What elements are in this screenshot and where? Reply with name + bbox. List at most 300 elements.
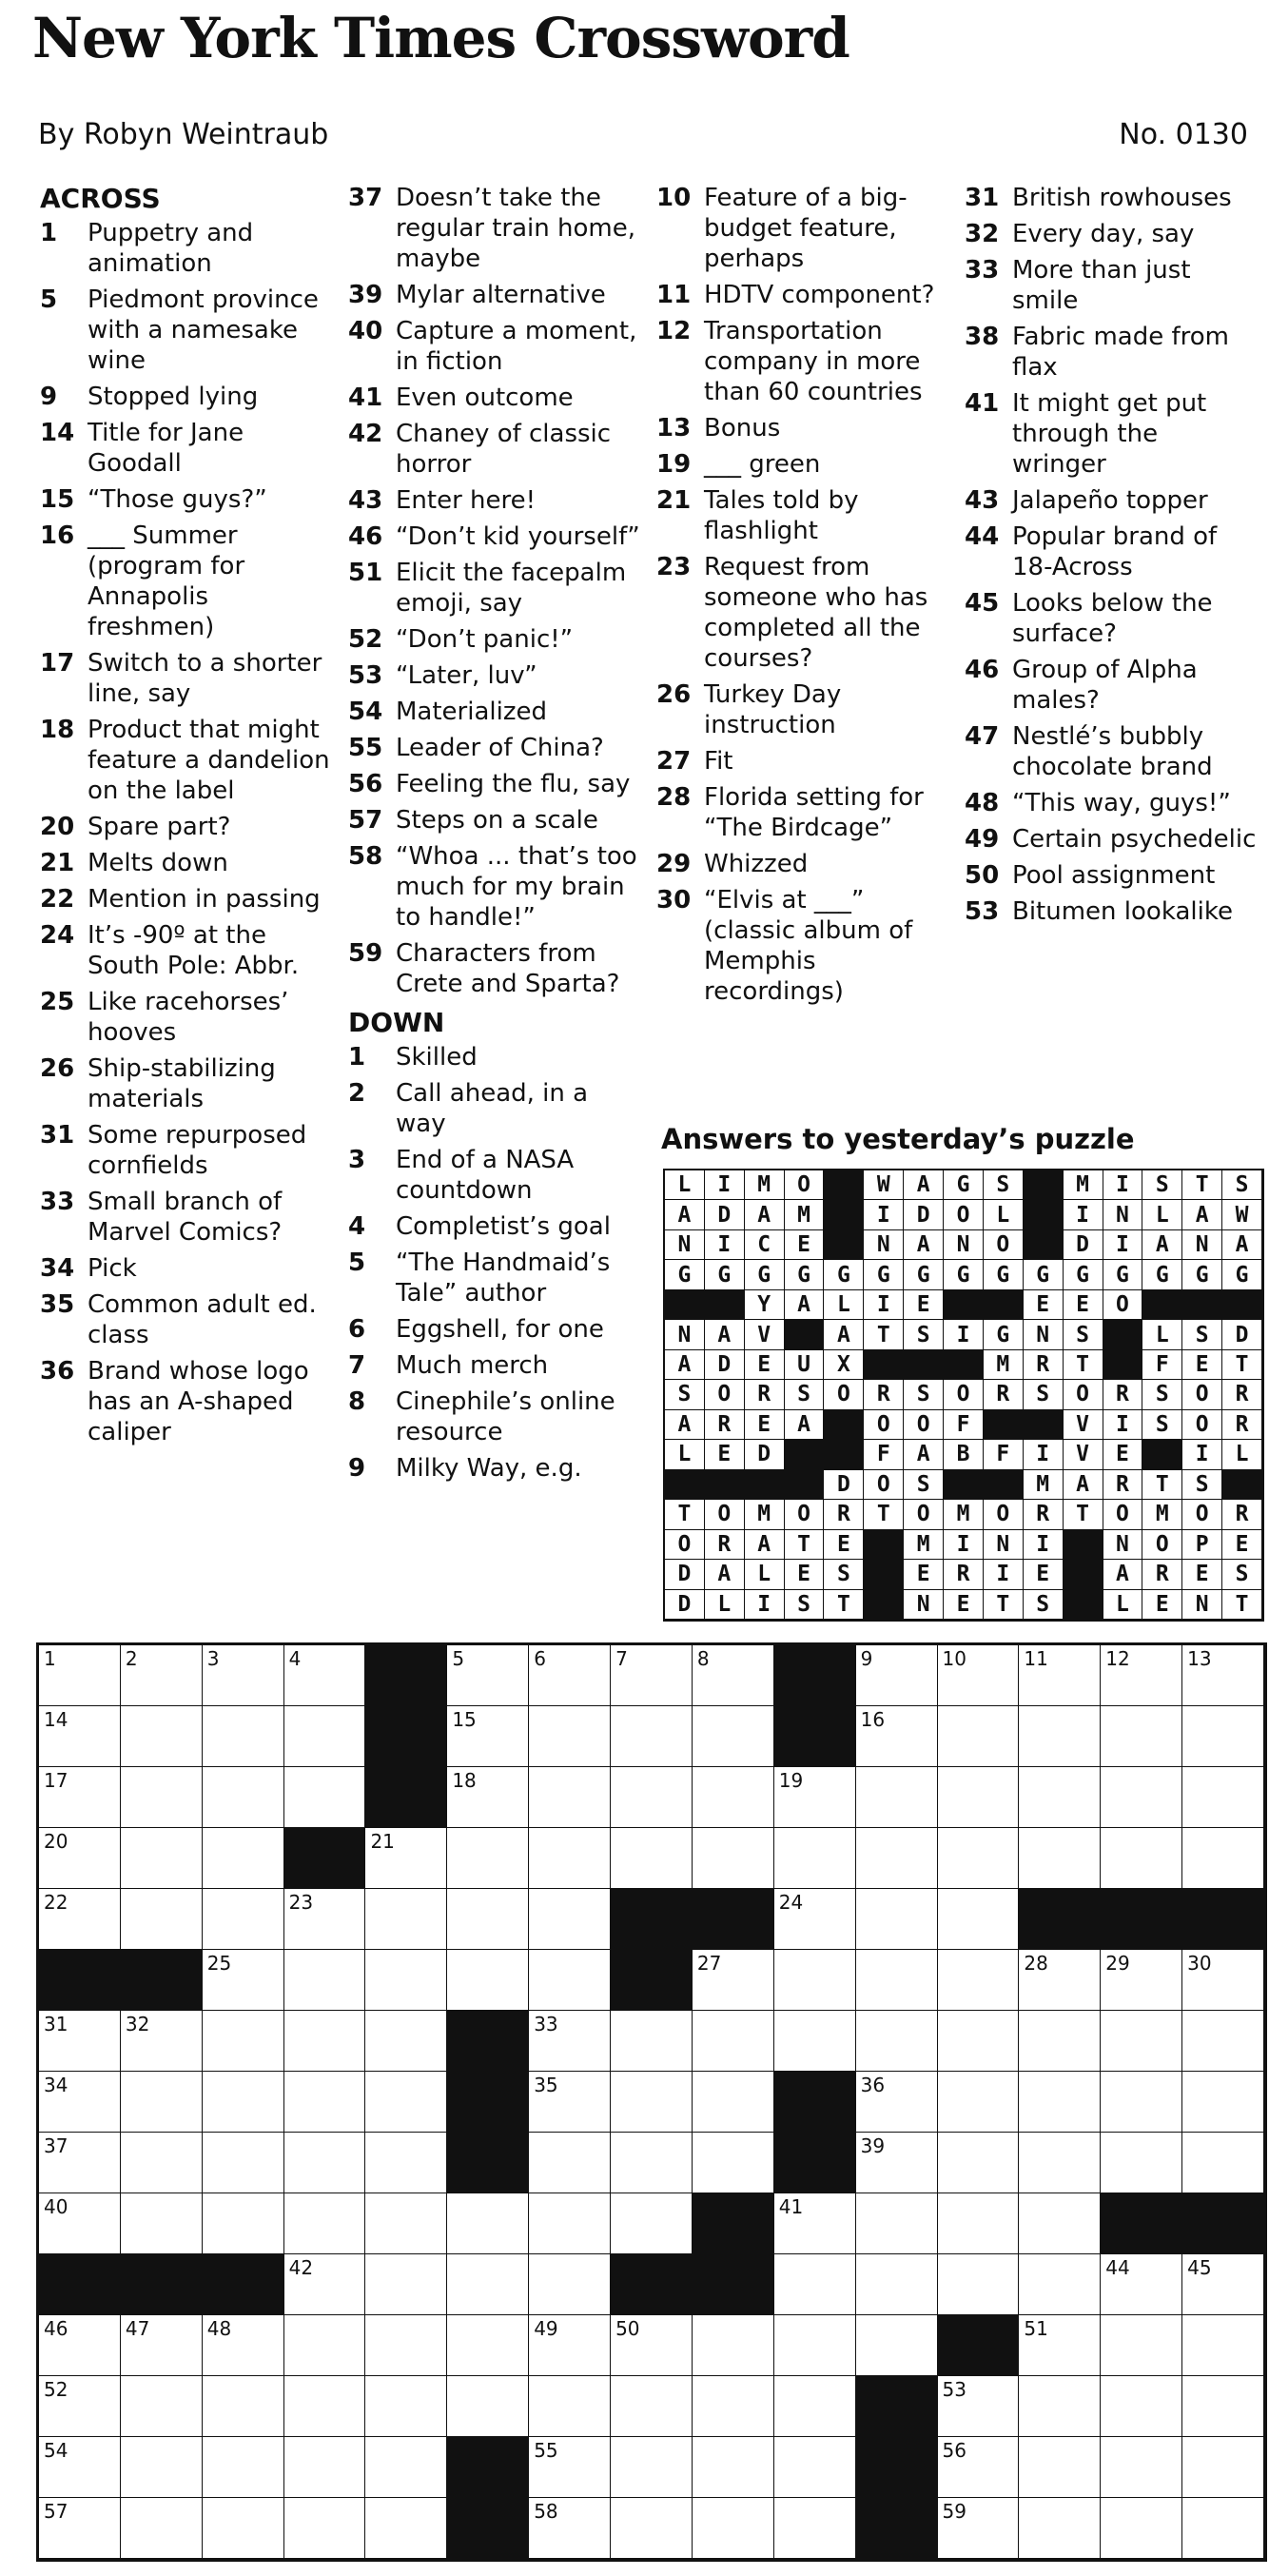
clue-down-29[interactable] [656,849,951,879]
grid-cell[interactable] [529,2315,611,2376]
grid-cell[interactable] [365,1889,447,1950]
grid-cell[interactable] [1101,1828,1182,1889]
clue-number: 10 [656,184,692,212]
grid-cell[interactable] [284,2498,366,2559]
grid-cell[interactable] [39,2437,121,2498]
grid-cell[interactable] [365,2133,447,2193]
yesterday-answer-cell: N [984,1530,1024,1560]
grid-cell[interactable] [529,2193,611,2254]
clue-across-43[interactable] [348,485,643,516]
grid-cell[interactable] [365,2498,447,2559]
grid-cell[interactable] [1182,2133,1264,2193]
grid-cell[interactable] [447,1645,529,1706]
grid-cell[interactable] [284,2193,366,2254]
grid-cell[interactable] [1182,1950,1264,2011]
grid-cell[interactable] [203,1706,284,1767]
clue-across-1[interactable] [40,218,335,279]
grid-cell[interactable] [1019,2315,1101,2376]
grid-cell[interactable] [856,1706,938,1767]
grid-cell[interactable] [693,2133,774,2193]
grid-cell[interactable] [693,2498,774,2559]
clue-number: 48 [965,789,1000,817]
cell-number: 42 [288,2256,314,2279]
grid-cell[interactable] [938,1706,1020,1767]
grid-cell[interactable] [365,2376,447,2437]
grid-cell[interactable] [693,1950,774,2011]
grid-cell[interactable] [39,1889,121,1950]
clue-text: ___ green [704,450,821,479]
yesterday-answer-cell: O [1182,1410,1222,1440]
clue-down-19[interactable] [656,449,951,480]
grid-cell[interactable] [1182,2498,1264,2559]
clue-down-46[interactable] [965,655,1259,716]
clue-across-56[interactable] [348,769,643,799]
cell-number: 7 [615,1647,628,1670]
clue-across-31[interactable] [40,1120,335,1181]
clue-down-27[interactable] [656,746,951,777]
grid-cell[interactable] [774,1767,856,1828]
grid-cell[interactable] [774,2254,856,2315]
grid-cell[interactable] [856,1889,938,1950]
grid-cell[interactable] [693,2376,774,2437]
grid-cell[interactable] [365,1828,447,1889]
grid-cell[interactable] [365,2011,447,2072]
clue-across-39[interactable] [348,280,643,310]
clue-across-20[interactable] [40,812,335,842]
black-square [1101,2193,1182,2254]
grid-cell[interactable] [693,1828,774,1889]
grid-cell[interactable] [121,1645,203,1706]
grid-cell[interactable] [529,1828,611,1889]
grid-cell[interactable] [938,1645,1020,1706]
clue-down-45[interactable] [965,588,1259,649]
clue-down-30[interactable] [656,885,951,1007]
clue-down-6[interactable] [348,1314,643,1345]
grid-cell[interactable] [365,2193,447,2254]
grid-cell[interactable] [365,2254,447,2315]
clue-down-44[interactable] [965,521,1259,582]
grid-cell[interactable] [203,1767,284,1828]
clue-number: 46 [965,656,1000,684]
grid-cell[interactable] [856,2193,938,2254]
cell-number: 11 [1024,1647,1048,1670]
clue-across-59[interactable] [348,938,643,999]
clue-down-23[interactable] [656,552,951,674]
grid-cell[interactable] [529,2376,611,2437]
grid-cell[interactable] [121,1706,203,1767]
clue-text: Call ahead, in a way [396,1079,589,1138]
grid-cell[interactable] [856,2315,938,2376]
clue-down-11[interactable] [656,280,951,310]
grid-cell[interactable] [1182,2315,1264,2376]
clue-across-21[interactable] [40,848,335,878]
grid-cell[interactable] [774,2376,856,2437]
grid-cell[interactable] [39,2133,121,2193]
grid-cell[interactable] [938,1767,1020,1828]
clue-down-10[interactable] [656,183,951,274]
clue-text: Whizzed [704,850,809,878]
grid-cell[interactable] [1101,2011,1182,2072]
grid-cell[interactable] [447,2315,529,2376]
grid-cell[interactable] [121,2437,203,2498]
grid-cell[interactable] [938,2254,1020,2315]
clue-across-26[interactable] [40,1053,335,1114]
grid-cell[interactable] [447,1828,529,1889]
grid-cell[interactable] [203,1645,284,1706]
grid-cell[interactable] [1019,2193,1101,2254]
yesterday-answer-cell: O [944,1380,984,1409]
grid-cell[interactable] [938,1889,1020,1950]
grid-cell[interactable] [1019,1706,1101,1767]
grid-cell[interactable] [774,2011,856,2072]
clue-across-57[interactable] [348,805,643,836]
grid-cell[interactable] [203,2072,284,2133]
grid-cell[interactable] [693,1706,774,1767]
grid-cell[interactable] [774,2315,856,2376]
grid-cell[interactable] [365,2437,447,2498]
grid-cell[interactable] [1019,1950,1101,2011]
clue-across-24[interactable] [40,920,335,981]
clue-across-54[interactable] [348,697,643,727]
grid-cell[interactable] [284,2254,366,2315]
clue-down-41[interactable] [965,388,1259,480]
grid-cell[interactable] [611,2315,693,2376]
yesterday-answer-cell: N [1103,1200,1143,1229]
grid-cell[interactable] [529,2498,611,2559]
grid-cell[interactable] [611,2133,693,2193]
grid-cell[interactable] [938,1828,1020,1889]
grid-cell[interactable] [447,2376,529,2437]
clue-across-41[interactable] [348,383,643,413]
clue-down-50[interactable] [965,860,1259,891]
clue-down-31[interactable] [965,183,1259,213]
grid-cell[interactable] [529,1706,611,1767]
grid-cell[interactable] [39,2193,121,2254]
clue-down-38[interactable] [965,322,1259,383]
clue-text: It might get put through the wringer [1012,389,1207,479]
grid-cell[interactable] [1101,2254,1182,2315]
yesterday-answer-cell: O [904,1500,944,1529]
grid-cell[interactable] [447,1889,529,1950]
grid-cell[interactable] [447,1767,529,1828]
grid-cell[interactable] [611,1645,693,1706]
clue-across-34[interactable] [40,1253,335,1284]
clue-across-35[interactable] [40,1289,335,1350]
clue-across-33[interactable] [40,1187,335,1248]
grid-cell[interactable] [529,1645,611,1706]
grid-cell[interactable] [856,1828,938,1889]
grid-cell[interactable] [284,1645,366,1706]
yesterday-answer-cell: T [864,1320,904,1349]
clue-text: “This way, guys!” [1012,789,1231,817]
grid-cell[interactable] [1019,1645,1101,1706]
grid-cell[interactable] [447,1706,529,1767]
grid-cell[interactable] [121,2376,203,2437]
clue-across-15[interactable] [40,484,335,515]
grid-cell[interactable] [1182,1706,1264,1767]
grid-cell[interactable] [203,2315,284,2376]
grid-cell[interactable] [611,1828,693,1889]
grid-cell[interactable] [856,1645,938,1706]
grid-cell[interactable] [856,2133,938,2193]
grid-cell[interactable] [774,1950,856,2011]
yesterday-answer-cell: G [1142,1260,1182,1289]
yesterday-answer-cell: R [1142,1560,1182,1589]
clue-down-26[interactable] [656,679,951,740]
grid-cell[interactable] [693,2011,774,2072]
grid-cell[interactable] [203,1889,284,1950]
grid-cell[interactable] [1182,2254,1264,2315]
clue-across-51[interactable] [348,558,643,619]
yesterday-answer-cell: T [1064,1500,1103,1529]
grid-cell[interactable] [284,2315,366,2376]
grid-cell[interactable] [774,2193,856,2254]
clue-down-13[interactable] [656,413,951,443]
clue-text: “Elvis at ___” (classic album of Memphis recordings) [704,886,913,1006]
clue-across-14[interactable] [40,418,335,479]
grid-cell[interactable] [611,1767,693,1828]
grid-cell[interactable] [365,2315,447,2376]
clue-down-5[interactable] [348,1248,643,1308]
grid-cell[interactable] [856,1767,938,1828]
grid-cell[interactable] [203,2133,284,2193]
grid-cell[interactable] [938,1950,1020,2011]
grid-cell[interactable] [203,1950,284,2011]
grid-cell[interactable] [1182,1767,1264,1828]
grid-cell[interactable] [774,2498,856,2559]
yesterday-black-square [1103,1350,1143,1380]
clue-across-46[interactable] [348,521,643,552]
grid-cell[interactable] [1182,2376,1264,2437]
grid-cell[interactable] [856,1950,938,2011]
grid-cell[interactable] [529,2437,611,2498]
grid-cell[interactable] [284,2437,366,2498]
grid-cell[interactable] [1019,2011,1101,2072]
grid-cell[interactable] [121,1828,203,1889]
yesterday-answer-cell: G [785,1260,825,1289]
grid-cell[interactable] [121,1889,203,1950]
clue-number: 20 [40,813,75,841]
grid-cell[interactable] [611,1706,693,1767]
grid-cell[interactable] [856,2254,938,2315]
grid-cell[interactable] [1182,2437,1264,2498]
clue-down-32[interactable] [965,219,1259,249]
grid-cell[interactable] [529,2254,611,2315]
grid-cell[interactable] [39,1767,121,1828]
clue-down-47[interactable] [965,721,1259,782]
grid-cell[interactable] [121,2133,203,2193]
grid-cell[interactable] [1019,2133,1101,2193]
grid-cell[interactable] [203,2193,284,2254]
grid-cell[interactable] [693,2072,774,2133]
grid-cell[interactable] [284,1706,366,1767]
grid-cell[interactable] [203,1828,284,1889]
clue-down-53[interactable] [965,896,1259,927]
yesterday-answer-cell: G [1064,1260,1103,1289]
clue-text: Steps on a scale [396,806,598,835]
clue-across-25[interactable] [40,987,335,1048]
grid-cell[interactable] [1019,2254,1101,2315]
grid-cell[interactable] [1101,2376,1182,2437]
grid-cell[interactable] [284,1889,366,1950]
grid-cell[interactable] [1101,1706,1182,1767]
clue-text: Completist’s goal [396,1212,611,1241]
grid-cell[interactable] [121,2193,203,2254]
grid-cell[interactable] [529,2133,611,2193]
clue-across-58[interactable] [348,841,643,933]
grid-cell[interactable] [774,1828,856,1889]
grid-cell[interactable] [938,2193,1020,2254]
clue-down-2[interactable] [348,1078,643,1139]
clue-down-21[interactable] [656,485,951,546]
clue-down-1[interactable] [348,1042,643,1072]
yesterday-answer-cell: O [1064,1380,1103,1409]
grid-cell[interactable] [39,2498,121,2559]
grid-cell[interactable] [529,2072,611,2133]
clue-across-37[interactable] [348,183,643,274]
grid-cell[interactable] [611,2376,693,2437]
clue-across-17[interactable] [40,648,335,709]
clue-across-36[interactable] [40,1356,335,1447]
clue-across-53[interactable] [348,660,643,691]
clue-number: 26 [40,1054,75,1083]
grid-cell[interactable] [856,2011,938,2072]
grid-cell[interactable] [203,2011,284,2072]
grid-cell[interactable] [611,2011,693,2072]
grid-cell[interactable] [447,2193,529,2254]
grid-cell[interactable] [203,2376,284,2437]
grid-cell[interactable] [938,2072,1020,2133]
clue-down-43[interactable] [965,485,1259,516]
grid-cell[interactable] [529,2011,611,2072]
grid-cell[interactable] [1019,2376,1101,2437]
grid-cell[interactable] [1101,1767,1182,1828]
clue-down-7[interactable] [348,1350,643,1381]
grid-cell[interactable] [1182,1828,1264,1889]
grid-cell[interactable] [529,1767,611,1828]
grid-cell[interactable] [39,2376,121,2437]
clue-down-4[interactable] [348,1211,643,1242]
clue-across-5[interactable] [40,285,335,376]
grid-cell[interactable] [447,2254,529,2315]
grid-cell[interactable] [39,2315,121,2376]
clue-down-3[interactable] [348,1145,643,1206]
yesterday-answer-cell: I [1103,1230,1143,1260]
grid-cell[interactable] [693,1767,774,1828]
grid-cell[interactable] [284,2376,366,2437]
grid-cell[interactable] [611,2437,693,2498]
grid-cell[interactable] [611,2498,693,2559]
grid-cell[interactable] [121,2072,203,2133]
clue-across-16[interactable] [40,521,335,642]
grid-cell[interactable] [39,1706,121,1767]
grid-cell[interactable] [856,2072,938,2133]
grid-cell[interactable] [938,2376,1020,2437]
grid-cell[interactable] [365,2072,447,2133]
grid-cell[interactable] [1019,2072,1101,2133]
grid-cell[interactable] [529,1889,611,1950]
clue-across-55[interactable] [348,733,643,763]
grid-cell[interactable] [1101,1645,1182,1706]
grid-cell[interactable] [693,2437,774,2498]
yesterday-answer-cell: A [745,1530,785,1560]
grid-cell[interactable] [938,2498,1020,2559]
clue-across-22[interactable] [40,884,335,914]
yesterday-black-square [1222,1470,1262,1500]
clue-down-33[interactable] [965,255,1259,316]
grid-cell[interactable] [284,1950,366,2011]
grid-cell[interactable] [774,2437,856,2498]
grid-cell[interactable] [611,2193,693,2254]
grid-cell[interactable] [693,2315,774,2376]
grid-cell[interactable] [1182,2072,1264,2133]
grid-cell[interactable] [284,2011,366,2072]
grid-cell[interactable] [1101,2072,1182,2133]
grid-cell[interactable] [938,2011,1020,2072]
grid-cell[interactable] [1101,2315,1182,2376]
clue-across-52[interactable] [348,624,643,655]
clue-across-18[interactable] [40,715,335,806]
grid-cell[interactable] [1101,1950,1182,2011]
grid-cell[interactable] [774,1889,856,1950]
clue-down-49[interactable] [965,824,1259,855]
grid-cell[interactable] [1101,2437,1182,2498]
grid-cell[interactable] [1182,2011,1264,2072]
grid-cell[interactable] [284,2133,366,2193]
cell-number: 48 [206,2317,232,2340]
grid-cell[interactable] [938,2133,1020,2193]
clue-across-9[interactable] [40,382,335,412]
grid-cell[interactable] [203,2498,284,2559]
clue-down-9[interactable] [348,1453,643,1484]
grid-cell[interactable] [1019,2437,1101,2498]
clue-down-28[interactable] [656,782,951,843]
grid-cell[interactable] [121,2315,203,2376]
grid-cell[interactable] [1019,2498,1101,2559]
grid-cell[interactable] [284,1767,366,1828]
grid-cell[interactable] [1019,1828,1101,1889]
clue-down-48[interactable] [965,788,1259,818]
grid-cell[interactable] [39,2011,121,2072]
grid-cell[interactable] [121,1767,203,1828]
clue-down-8[interactable] [348,1386,643,1447]
grid-cell[interactable] [938,2437,1020,2498]
grid-cell[interactable] [284,2072,366,2133]
yesterday-black-square [1103,1320,1143,1349]
grid-cell[interactable] [1182,1645,1264,1706]
yesterday-black-square [944,1470,984,1500]
grid-cell[interactable] [203,2437,284,2498]
cell-number: 53 [942,2378,966,2401]
grid-cell[interactable] [365,1950,447,2011]
clue-number: 15 [40,485,75,514]
grid-cell[interactable] [529,1950,611,2011]
grid-cell[interactable] [39,2072,121,2133]
grid-cell[interactable] [693,1645,774,1706]
grid-cell[interactable] [1101,2498,1182,2559]
grid-cell[interactable] [121,2011,203,2072]
grid-cell[interactable] [447,1950,529,2011]
grid-cell[interactable] [121,2498,203,2559]
grid-cell[interactable] [1101,2133,1182,2193]
grid-cell[interactable] [611,2072,693,2133]
grid-cell[interactable] [39,1645,121,1706]
clue-across-42[interactable] [348,419,643,480]
clue-across-40[interactable] [348,316,643,377]
grid-cell[interactable] [39,1828,121,1889]
clue-down-12[interactable] [656,316,951,407]
grid-cell[interactable] [1019,1767,1101,1828]
